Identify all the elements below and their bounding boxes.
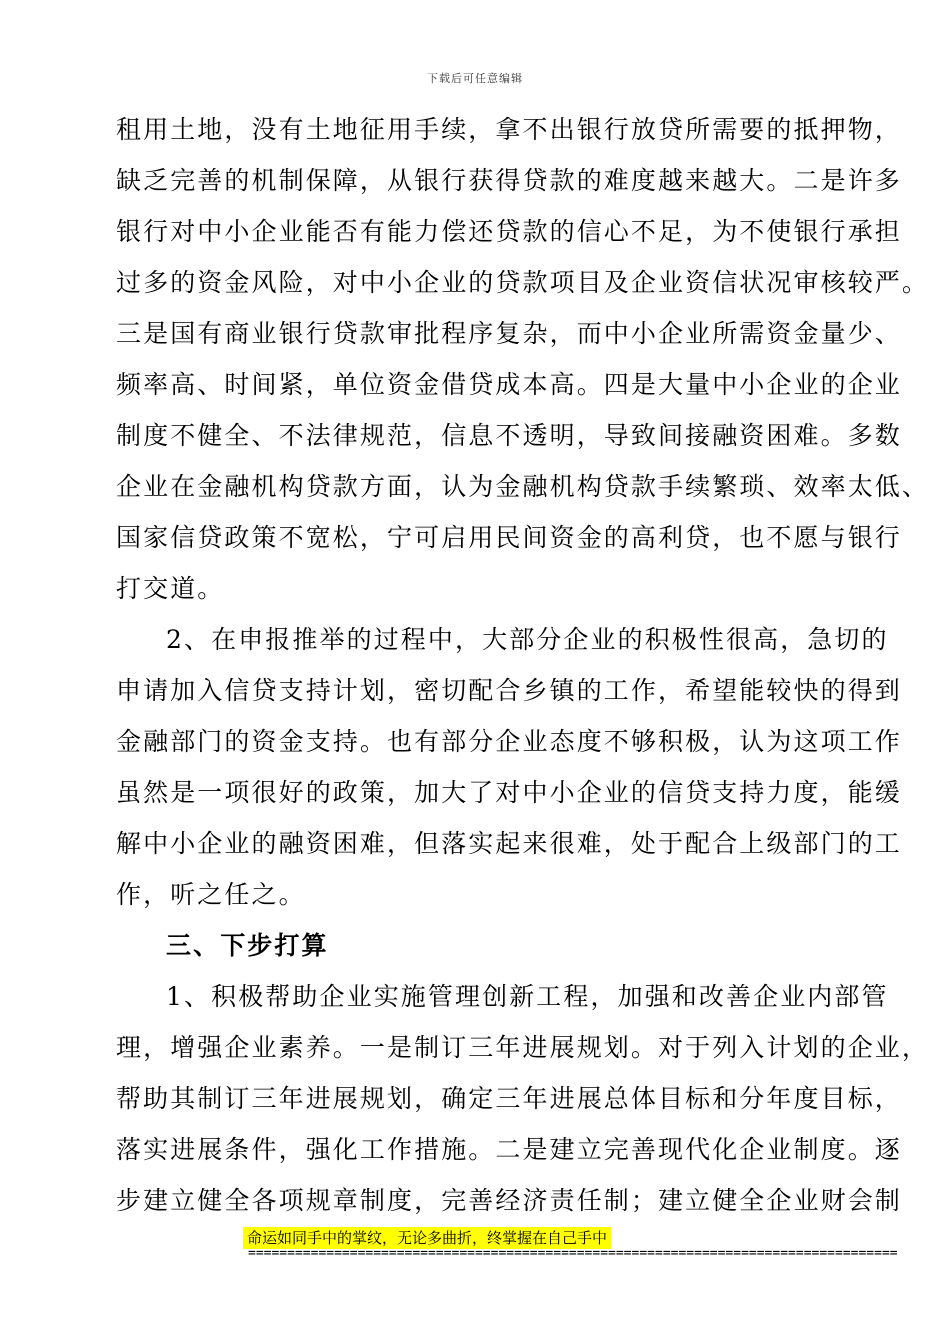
text-line: 落实进展条件，强化工作措施。二是建立完善现代化企业制度。逐	[116, 1135, 902, 1164]
text-line: 申请加入信贷支持计划，密切配合乡镇的工作，希望能较快的得到	[116, 676, 902, 705]
text-line: 理，增强企业素养。一是制订三年进展规划。对于列入计划的企业，	[116, 1033, 930, 1062]
text-line: 频率高、时间紧，单位资金借贷成本高。四是大量中小企业的企业	[116, 370, 902, 399]
text-line: 缺乏完善的机制保障，从银行获得贷款的难度越来越大。二是许多	[116, 166, 902, 195]
text-line: 企业在金融机构贷款方面，认为金融机构贷款手续繁琐、效率太低、	[116, 472, 930, 501]
paragraph-management-innovation	[116, 971, 930, 1226]
text-line: 租用土地，没有土地征用手续，拿不出银行放贷所需要的抵押物，	[116, 115, 902, 144]
text-line: 国家信贷政策不宽松，宁可启用民间资金的高利贷，也不愿与银行	[116, 523, 902, 552]
text-line: 三是国有商业银行贷款审批程序复杂，而中小企业所需资金量少、	[116, 319, 902, 348]
footer-rule: ===================================================================================	[248, 1246, 898, 1261]
text-line: 步建立健全各项规章制度，完善经济责任制；建立健全企业财会制	[116, 1186, 902, 1215]
text-line: 作，听之任之。	[116, 880, 306, 909]
paragraph-financing-difficulties	[116, 104, 930, 614]
text-line: 制度不健全、不法律规范，信息不透明，导致间接融资困难。多数	[116, 421, 902, 450]
text-line: 2、在申报推举的过程中，大部分企业的积极性很高，急切的	[166, 625, 889, 654]
text-line: 帮助其制订三年进展规划，确定三年进展总体目标和分年度目标，	[116, 1084, 902, 1113]
text-line: 1、积极帮助企业实施管理创新工程，加强和改善企业内部管	[166, 982, 889, 1011]
footer-motto-banner: 命运如同手中的掌纹，无论多曲折，终掌握在自己手中	[243, 1227, 611, 1249]
text-line: 过多的资金风险，对中小企业的贷款项目及企业资信状况审核较严。	[116, 268, 930, 297]
text-line: 打交道。	[116, 574, 225, 603]
text-line: 虽然是一项很好的政策，加大了对中小企业的信贷支持力度，能缓	[116, 778, 902, 807]
text-line: 解中小企业的融资困难，但落实起来很难，处于配合上级部门的工	[116, 829, 902, 858]
document-body	[116, 104, 930, 1226]
page-header-note: 下载后可任意编辑	[427, 72, 523, 85]
paragraph-enterprise-attitude	[116, 614, 902, 920]
section-heading: 三、下步打算	[166, 931, 329, 960]
text-line: 金融部门的资金支持。也有部分企业态度不够积极，认为这项工作	[116, 727, 902, 756]
text-line: 银行对中小企业能否有能力偿还贷款的信心不足，为不使银行承担	[116, 217, 902, 246]
